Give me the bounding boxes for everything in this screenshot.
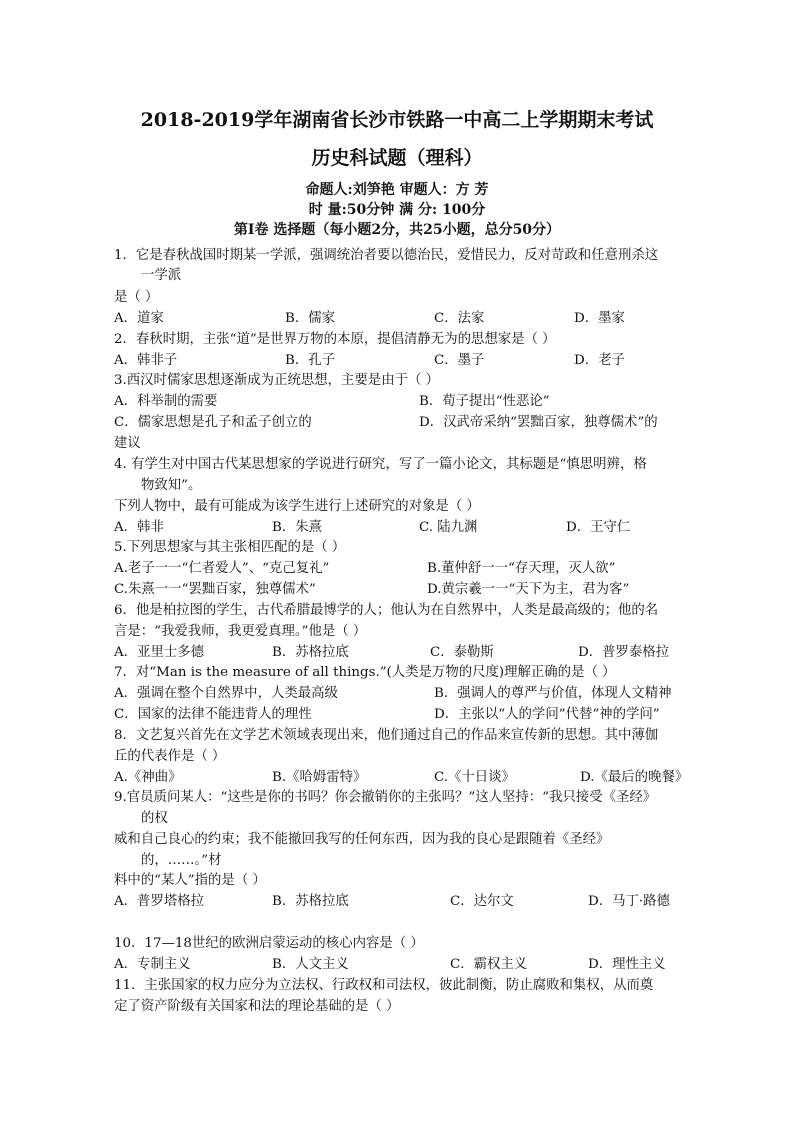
question-4-option-a: A．韩非 <box>114 520 164 535</box>
question-3-option-b: B．荀子提出“性恶论” <box>419 394 550 409</box>
question-8-stem-cont: 丘的代表作是（ ） <box>114 749 226 764</box>
question-9-option-a: A．普罗塔格拉 <box>114 894 205 909</box>
question-7-stem: 7．对“Man is the measure of all things.”(人类是万物的尺度)理解正确的是（ ） <box>114 665 616 680</box>
question-7-option-a: A．强调在整个自然界中，人类最高级 <box>114 686 338 701</box>
question-3-option-c: C．儒家思想是孔子和孟子创立的 <box>114 415 312 430</box>
question-4-stem-cont: 物致知”。 <box>141 478 202 493</box>
question-7-option-d: D．主张以“人的学问”代替“神的学问” <box>434 707 660 722</box>
question-9-option-c: C．达尔文 <box>450 894 514 909</box>
question-3-option-a: A．科举制的需要 <box>114 394 218 409</box>
question-2-option-b: B．孔子 <box>285 353 336 368</box>
question-6-option-d: D．普罗泰格拉 <box>578 645 670 660</box>
question-10-option-c: C．霸权主义 <box>450 957 528 972</box>
question-10-stem: 10．17—18世纪的欧洲启蒙运动的核心内容是（ ） <box>114 936 424 951</box>
exam-time-score: 时 量:50分钟 满 分: 100分 <box>308 202 486 218</box>
exam-authors: 命题人:刘笋艳 审题人：方 芳 <box>305 182 489 198</box>
question-8-stem: 8．文艺复兴首先在文学艺术领域表现出来，他们通过自己的作品来宣传新的思想。其中薄伽 <box>114 728 659 743</box>
question-3-option-d-cont: 建议 <box>114 436 141 451</box>
question-5-option-d: D.黄宗羲一一“天下为主，君为客” <box>427 582 630 597</box>
question-2-option-d: D．老子 <box>574 353 625 368</box>
question-6-stem: 6．他是柏拉图的学生，古代希腊最博学的人；他认为在自然界中，人类是最高级的；他的名 <box>114 603 659 618</box>
question-6-option-c: C．泰勒斯 <box>430 645 494 660</box>
question-6-option-a: A．亚里士多德 <box>114 645 205 660</box>
question-9-stem-cont: 的权 <box>141 811 168 826</box>
question-8-option-c: C.《十日谈》 <box>434 770 515 785</box>
question-7-option-b: B．强调人的尊严与价值，体现人文精神 <box>434 686 672 701</box>
exam-title: 2018-2019学年湖南省长沙市铁路一中高二上学期期末考试 <box>140 109 654 131</box>
question-3-stem: 3.西汉时儒家思想逐渐成为正统思想，主要是由于（ ） <box>114 373 440 388</box>
question-9-stem: 9.官员质问某人：“这些是你的书吗？你会撤销你的主张吗？”这人坚持：“我只接受《圣经》 <box>114 790 657 805</box>
question-7-option-c: C．国家的法律不能违背人的理性 <box>114 707 312 722</box>
question-6-option-b: B．苏格拉底 <box>272 645 349 660</box>
exam-subtitle: 历史科试题（理科） <box>311 147 483 169</box>
question-3-option-d: D．汉武帝采纳“罢黜百家，独尊儒术”的 <box>419 415 658 430</box>
question-10-option-a: A．专制主义 <box>114 957 191 972</box>
question-1-option-c: C．法家 <box>434 311 485 326</box>
question-9-option-d: D．马丁·路德 <box>588 894 670 909</box>
question-1-option-b: B．儒家 <box>285 311 336 326</box>
section-heading: 第Ⅰ卷 选择题（每小题2分，共25小题，总分50分） <box>233 222 561 238</box>
question-9-stem-cont: 料中的“某人”指的是（ ） <box>114 873 266 888</box>
question-10-option-d: D．理性主义 <box>588 957 666 972</box>
question-1-option-a: A．道家 <box>114 311 164 326</box>
question-4-stem: 4. 有学生对中国古代某思想家的学说进行研究，写了一篇小论文，其标题是“慎思明辨，格 <box>114 457 647 472</box>
question-5-option-a: A.老子一一“仁者爱人”、“克己复礼” <box>114 561 330 576</box>
question-4-stem-cont: 下列人物中，最有可能成为该学生进行上述研究的对象是（ ） <box>114 499 480 514</box>
question-9-option-b: B．苏格拉底 <box>272 894 349 909</box>
question-5-stem: 5.下列思想家与其主张相匹配的是（ ） <box>114 540 346 555</box>
question-1-option-d: D．墨家 <box>574 311 625 326</box>
question-9-stem-cont: 的，……。”材 <box>141 853 222 868</box>
question-8-option-d: D.《最后的晚餐》 <box>580 770 689 785</box>
question-2-option-c: C．墨子 <box>434 353 485 368</box>
question-8-option-a: A.《神曲》 <box>114 770 182 785</box>
question-2-option-a: A．韩非子 <box>114 353 178 368</box>
question-10-option-b: B．人文主义 <box>272 957 349 972</box>
question-2-stem: 2．春秋时期，主张“道”是世界万物的本原，提倡清静无为的思想家是（ ） <box>114 332 556 347</box>
question-11-stem: 11．主张国家的权力应分为立法权、行政权和司法权，彼此制衡，防止腐败和集权，从而奠 <box>114 978 654 993</box>
question-11-stem-cont: 定了资产阶级有关国家和法的理论基础的是（ ） <box>114 999 400 1014</box>
question-5-option-c: C.朱熹一一“罢黜百家，独尊儒术” <box>114 582 316 597</box>
question-9-stem-cont: 威和自己良心的约束；我不能撤回我写的任何东西，因为我的良心是跟随着《圣经》 <box>114 832 610 847</box>
question-1-stem-cont: 一学派 <box>141 268 182 283</box>
question-1-stem-cont: 是（ ） <box>114 290 159 305</box>
question-4-option-c: C. 陆九渊 <box>419 520 478 535</box>
question-8-option-b: B.《哈姆雷特》 <box>272 770 367 785</box>
question-4-option-d: D．王守仁 <box>566 520 631 535</box>
question-5-option-b: B.董仲舒一一“存天理，灭人欲” <box>427 561 616 576</box>
question-6-stem-cont: 言是：“我爱我师，我更爱真理。”他是（ ） <box>114 624 367 639</box>
question-4-option-b: B．朱熹 <box>272 520 323 535</box>
question-1-stem: 1．它是春秋战国时期某一学派，强调统治者要以德治民，爱惜民力，反对苛政和任意刑杀这 <box>114 248 659 263</box>
